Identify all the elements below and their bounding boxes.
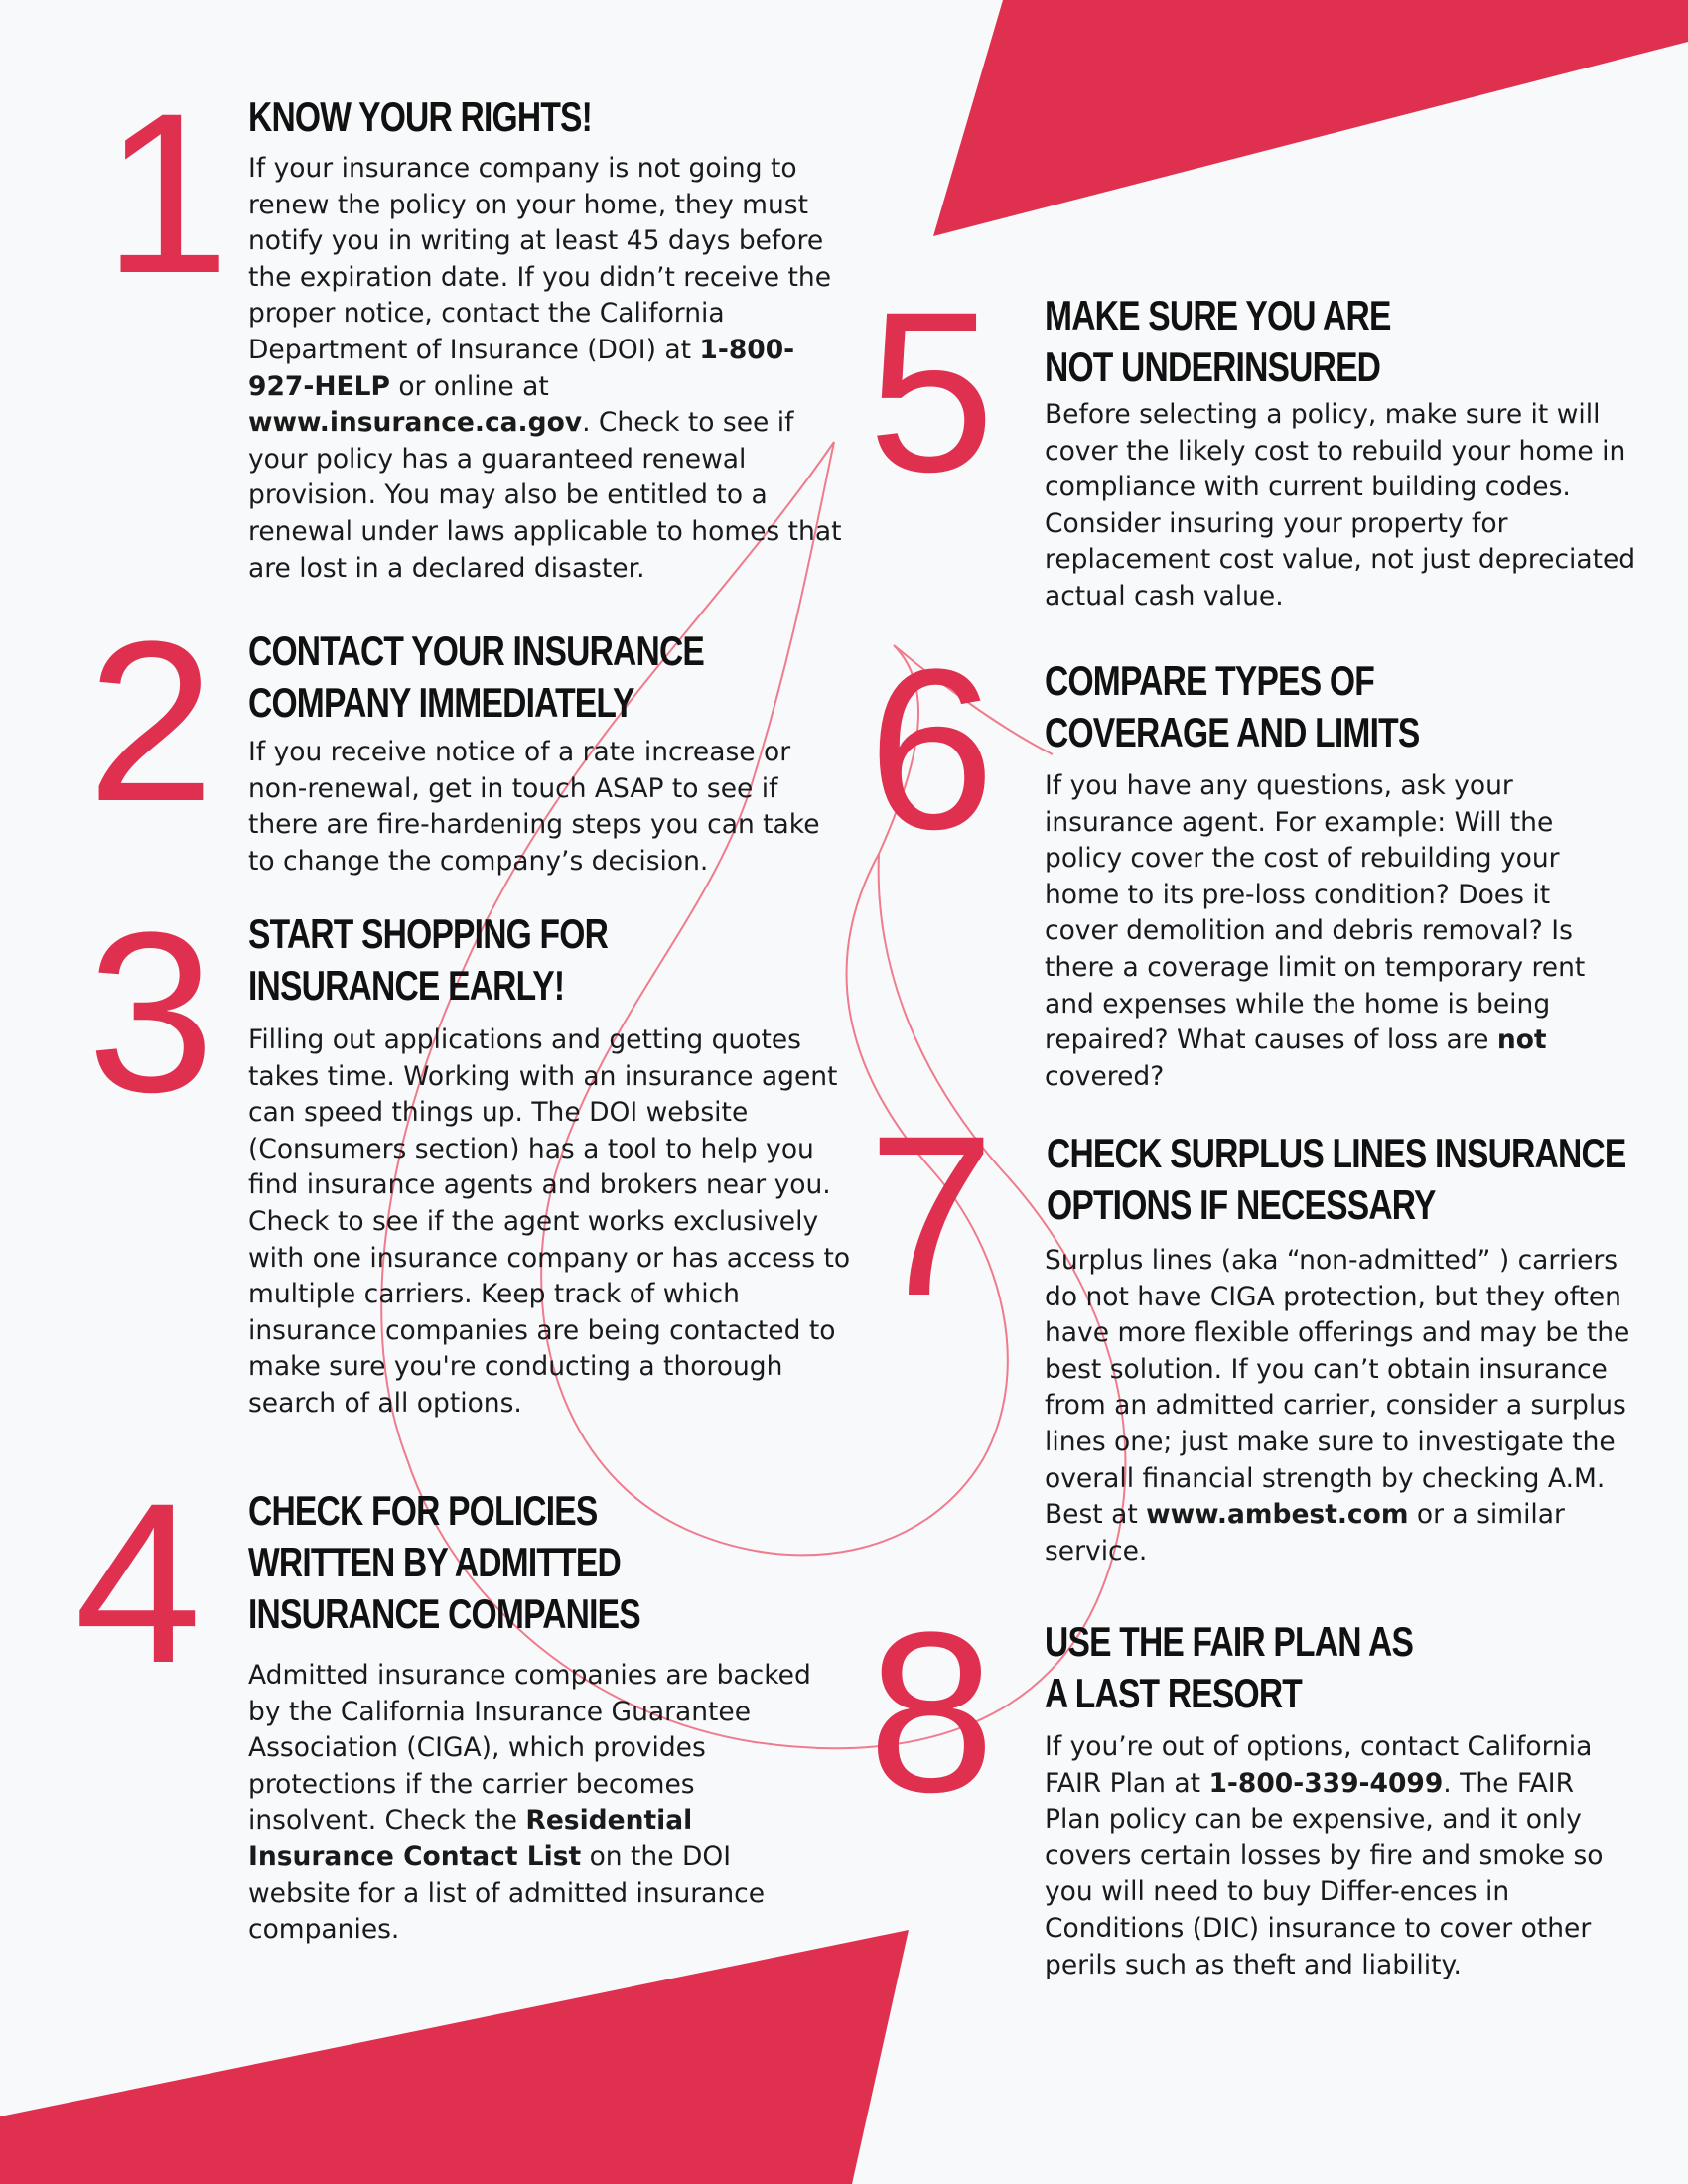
tip-body	[1045, 397, 1640, 615]
body-text: or online at	[389, 370, 549, 402]
tip-body	[248, 151, 844, 587]
body-text: If your insurance company is not going to renew the policy on your home, they must notify you in writing at least 45 days before the expiration date. If you didn’t receive the proper notice, contact the California Department of Insurance (DOI) at	[248, 153, 832, 365]
body-text: If you’re out of options, contact California FAIR Plan at	[1045, 1731, 1593, 1799]
tip-title: KNOW YOUR RIGHTS!	[248, 93, 593, 140]
body-text: Filling out applications and getting quotes takes time. Working with an insurance agent can speed things up. The DOI website (Consumers section) has a tool to help you find insurance agents and brokers near you. Check to see if the agent works exclusively with one insurance company or has access to multiple carriers. Keep track of which insurance companies are being contacted to make sure you're conducting a thorough search of all options.	[248, 1024, 851, 1419]
tip-body	[1045, 768, 1620, 1095]
emphasis-text: 1-800-927-HELP	[248, 334, 795, 402]
top-right-red-triangle	[933, 0, 1688, 236]
body-text: . The FAIR Plan policy can be expensive, and it only covers certain losses by fire and smoke so you will need to buy Differ-ences in Conditions (DIC) insurance to cover other perils such as theft and liability.	[1045, 1767, 1604, 1980]
tip-number: 1	[103, 66, 230, 321]
tip-body	[1045, 1243, 1640, 1570]
tip-body	[248, 735, 844, 880]
tip-title: CHECK FOR POLICIES WRITTEN BY ADMITTED INSURANCE COMPANIES	[248, 1487, 640, 1637]
tip-number: 6	[868, 621, 995, 877]
tip-number: 2	[87, 594, 214, 849]
tip-title: CONTACT YOUR INSURANCE COMPANY IMMEDIATELY	[248, 627, 705, 726]
tip-title: MAKE SURE YOU ARE NOT UNDERINSURED	[1045, 292, 1391, 390]
tip-number: 3	[87, 885, 214, 1140]
tip-body	[248, 1658, 824, 1949]
body-text: . Check to see if your policy has a guaranteed renewal provision. You may also be entitled to a renewal under laws applicable to homes that are lost in a declared disaster.	[248, 407, 842, 584]
body-text: Before selecting a policy, make sure it will cover the likely cost to rebuild your home in compliance with current building codes. Consider insuring your property for replacement cost value, not just depreciated actual cash value.	[1045, 399, 1636, 612]
body-text: If you have any questions, ask your insurance agent. For example: Will the policy cover the cost of rebuilding your home to its pre-loss condition? Does it cover demolition and debris removal? Is there a coverage limit on temporary rent and expenses while the home is being repaired? What causes of loss are	[1045, 770, 1586, 1056]
body-text: on the DOI website for a list of admitted insurance companies.	[248, 1841, 766, 1946]
tip-number: 8	[868, 1584, 995, 1840]
body-text: Surplus lines (aka “non-admitted” ) carriers do not have CIGA protection, but they often have more flexible offerings and may be the best solution. If you can’t obtain insurance from an admitted carrier, consider a surplus lines one; just make sure to investigate the overall financial strength by checking A.M. Best at	[1045, 1245, 1630, 1531]
emphasis-text: 1-800-339-4099	[1208, 1767, 1444, 1799]
tip-body	[248, 1023, 854, 1423]
emphasis-text: Residential Insurance Contact List	[248, 1805, 693, 1872]
emphasis-text: www.ambest.com	[1146, 1499, 1409, 1531]
body-text: covered?	[1045, 1060, 1165, 1092]
emphasis-text: www.insurance.ca.gov	[248, 407, 583, 439]
body-text: Admitted insurance companies are backed by the California Insurance Guarantee Association (CIGA), which provides protections if the carrier becomes insolvent. Check the	[248, 1660, 811, 1837]
tip-number: 5	[868, 264, 995, 519]
tip-body	[1045, 1729, 1630, 1983]
bottom-left-red-triangle	[0, 1930, 909, 2184]
tip-number: 4	[74, 1455, 202, 1710]
tip-title: START SHOPPING FOR INSURANCE EARLY!	[248, 910, 609, 1009]
body-text: or a similar service.	[1045, 1499, 1565, 1567]
body-text: If you receive notice of a rate increase or non-renewal, get in touch ASAP to see if there are fire-hardening steps you can take to change the company’s decision.	[248, 737, 820, 877]
emphasis-text: not	[1496, 1024, 1547, 1056]
tip-title: COMPARE TYPES OF COVERAGE AND LIMITS	[1045, 657, 1420, 755]
tip-title: CHECK SURPLUS LINES INSURANCE OPTIONS IF NECESSARY	[1047, 1130, 1626, 1228]
tip-title: USE THE FAIR PLAN AS A LAST RESORT	[1045, 1618, 1414, 1716]
tip-number: 7	[868, 1088, 995, 1343]
